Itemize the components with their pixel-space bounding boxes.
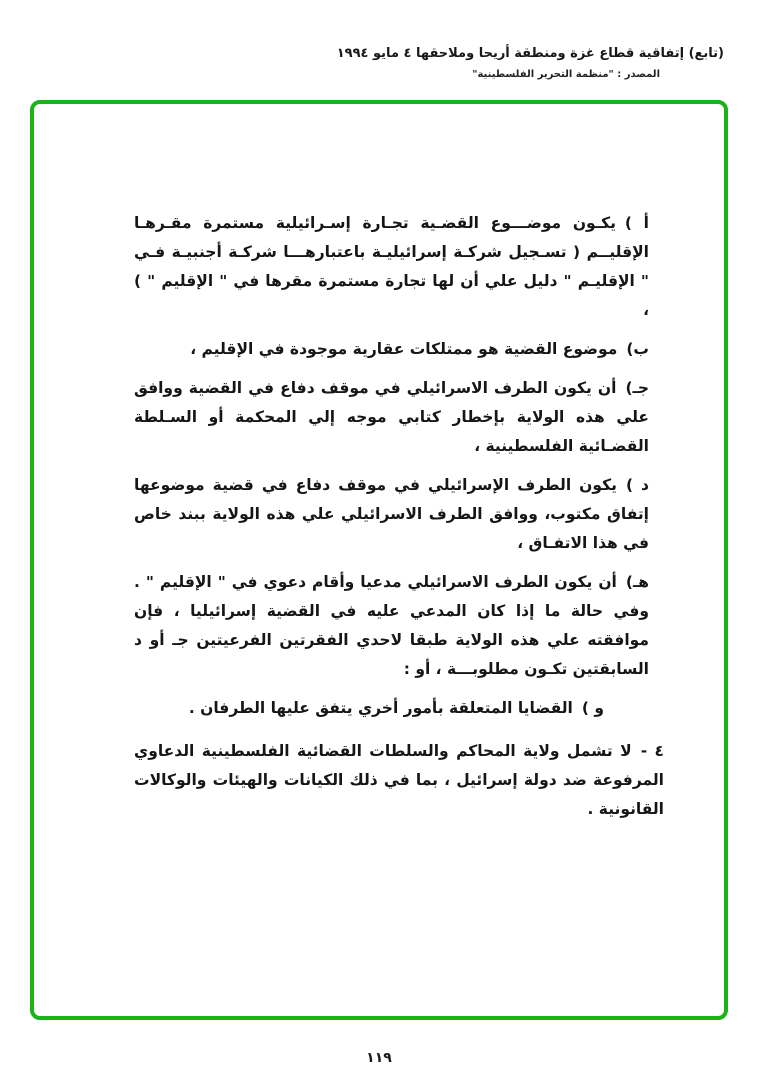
clause-d-text: يكون الطرف الإسرائيلي في موقف دفاع في قضية موضوعها إتفاق مكتوب، ووافق الطرف الاسرائيلي علي هذه الولاية ببند خاص في هذا الاتفـاق ، <box>134 476 649 552</box>
clause-j <box>134 374 649 461</box>
clause-b-label: ب) <box>626 340 649 358</box>
clause-w-text: القضايا المتعلقة بأمور أخري يتفق عليها الطرفان . <box>188 699 573 717</box>
clause-h-label: هـ) <box>625 573 649 591</box>
document-body <box>34 104 724 824</box>
clause-a-label: أ ) <box>624 214 649 232</box>
clause-4 <box>134 737 664 824</box>
clause-d <box>134 471 649 558</box>
document-source: المصدر : "منظمة التحرير الفلسطينية" <box>472 69 660 80</box>
clause-h <box>134 568 649 684</box>
document-title: (تابع) إتفاقية قطاع غزة ومنطقة أريحا وملاحقها ٤ مايو ١٩٩٤ <box>336 46 724 61</box>
clause-j-label: جـ) <box>625 379 649 397</box>
clause-d-label: د ) <box>625 476 649 494</box>
clause-w <box>134 694 604 723</box>
clause-b-text: موضوع القضية هو ممتلكات عقارية موجودة في الإقليم ، <box>190 340 618 358</box>
clause-a-text: يكـون موضـــوع القضـية تجـارة إسـرائيلية مستمرة مقـرهـا الإقليــم ( تسـجيل شركـة إسرائيليـة باعتبارهـــا شركـة أجنبيـة فـي " الإقليـم " دليل علي أن لها تجارة مستمرة مقرها في " الإقليم " ) ، <box>134 214 649 319</box>
page-number: ١١٩ <box>366 1050 392 1066</box>
clause-a <box>134 209 649 325</box>
content-frame <box>30 100 728 1020</box>
page-footer <box>0 1050 758 1066</box>
clause-b <box>134 335 649 364</box>
clause-w-label: و ) <box>581 699 604 717</box>
clause-4-text: لا تشمل ولاية المحاكم والسلطات القضائية الفلسطينية الدعاوي المرفوعة ضد دولة إسرائيل ، بما في ذلك الكيانات والهيئات والوكالات القانونية . <box>134 742 664 818</box>
clause-h-text: أن يكون الطرف الاسرائيلي مدعيا وأقام دعوي في " الإقليم " . وفي حالة ما إذا كان المدعي عليه في القضية إسرائيليا ، فإن موافقته علي هذه الولاية طبقا لاحدي الفقرتين الفرعيتين جـ أو د السابقتين تكـون مطلوبـــة ، أو : <box>134 573 649 678</box>
page-header <box>0 46 758 80</box>
clause-4-label: ٤ - <box>640 742 664 760</box>
clause-j-text: أن يكون الطرف الاسرائيلي في موقف دفاع في القضية ووافق علي هذه الولاية بإخطار كتابي موجه إلي المحكمة أو السـلطة القضـائية الفلسطينية ، <box>134 379 649 455</box>
